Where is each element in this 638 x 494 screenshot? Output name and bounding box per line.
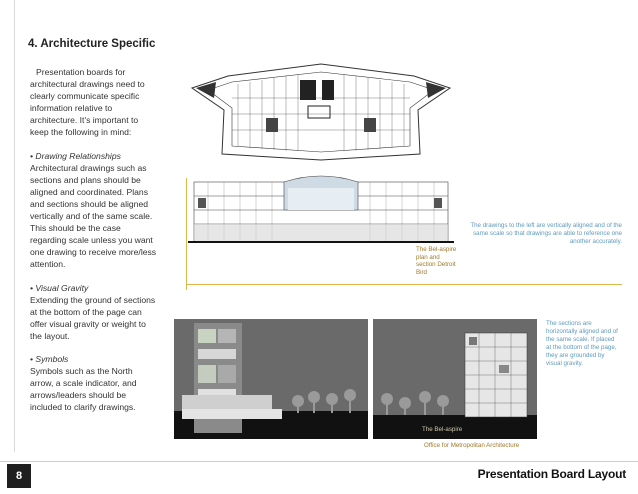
bullet-drawing-relationships	[30, 150, 158, 271]
left-margin-rule	[14, 0, 15, 452]
bullet-visual-gravity	[30, 282, 158, 342]
bullet-title: • Visual Gravity	[30, 282, 89, 293]
bullet-title: • Symbols	[30, 353, 69, 364]
page-number-badge: 8	[7, 464, 31, 488]
sections-note: The sections are horizontally aligned and of the same scale. If placed at the bottom of the page, they are grounded by visual gravity.	[546, 320, 618, 367]
alignment-note: The drawings to the left are vertically aligned and of the same scale so that drawings are able to reference one another accurately.	[470, 222, 622, 245]
bullet-symbols	[30, 353, 158, 413]
section-render-left	[174, 319, 368, 439]
bullet-text: Symbols such as the North arrow, a scale indicator, and arrows/leaders should be included to clarify drawings.	[30, 366, 137, 413]
leader-line-horizontal	[186, 284, 622, 285]
leader-line-vertical	[186, 178, 187, 290]
plan-section-caption: The Bel-aspire plan and section Detroit Bird	[416, 246, 457, 276]
section-render-right	[373, 319, 537, 439]
bullet-title: • Drawing Relationships	[30, 150, 121, 161]
bullet-text: Architectural drawings such as sections and plans should be aligned and coordinated. Plans and sections should be aligned vertically and of the same scale. This should be the case regarding scale unless you want one drawing to receive more/less attention.	[30, 162, 157, 270]
footer-title: Presentation Board Layout	[477, 467, 626, 481]
section-heading: 4. Architecture Specific	[28, 38, 156, 50]
intro-paragraph: Presentation boards for architectural drawings need to clearly communicate specific information relative to architecture. It's important to keep the following in mind:	[30, 67, 145, 138]
body-text	[30, 66, 158, 424]
section-render-right-graphic	[373, 319, 537, 439]
credit-text: Office for Metropolitan Architecture	[424, 442, 520, 449]
photo-caption: The Bel-aspire	[422, 426, 463, 433]
building-section-drawing	[188, 168, 454, 250]
bullet-text: Extending the ground of sections at the bottom of the page can offer visual gravity or weight to the layout.	[30, 294, 156, 341]
section-render-left-graphic	[174, 319, 368, 439]
floor-plan-drawing	[188, 58, 454, 166]
